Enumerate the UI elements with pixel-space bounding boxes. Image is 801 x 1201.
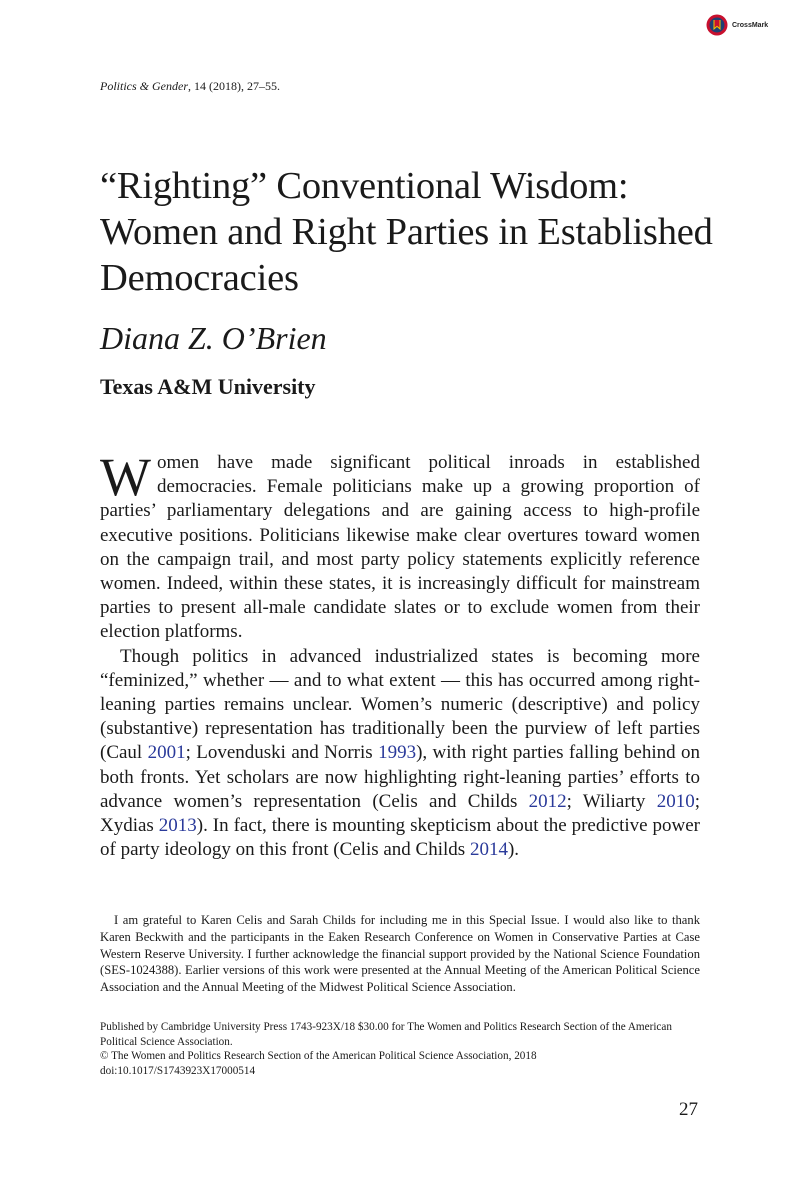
paragraph-1-text: omen have made significant political inroads in established democracies. Female politicians make up a growing proportion of parties’ parliamentary delegations and are gaining access to high-profile executive positions. Politicians likewise make clear overtures toward women on the campaign trail, and most party policy statements explicitly reference women. Indeed, within these states, it is increasingly difficult for mainstream parties to present all-male candidate slates or to exclude women from their election platforms. <box>100 452 700 643</box>
crossmark-badge[interactable] <box>706 14 768 36</box>
author-name: Diana Z. O’Brien <box>100 320 327 356</box>
article-title: “Righting” Conventional Wisdom: Women and Right Parties in Established Democracies <box>100 165 713 299</box>
citation-link[interactable]: 2001 <box>147 742 186 764</box>
article-body <box>100 447 701 862</box>
page-number: 27 <box>679 1099 698 1120</box>
paragraph-2-text: Though politics in advanced industrialized states is becoming more “feminized,” whether — and to what extent — this has occurred among right-leaning parties remains unclear. Women’s numeric (descriptive) and policy (substantive) representation has traditionally been the purview of left parties (Caul <box>100 645 700 764</box>
paragraph-2-text: ). In fact, there is mounting skepticism about the predictive power of party ideology on this front (Celis and Childs <box>100 815 701 861</box>
citation-link[interactable]: 2014 <box>469 839 508 861</box>
journal-citation <box>100 79 280 94</box>
paragraph-2 <box>100 645 700 863</box>
citation-link[interactable]: 1993 <box>378 742 417 764</box>
citation-link[interactable]: 2012 <box>528 790 567 812</box>
author-affiliation: Texas A&M University <box>100 374 316 399</box>
copyright-line: © The Women and Politics Research Section of the American Political Science Association, 2018 <box>100 1050 537 1063</box>
citation-link[interactable]: 2010 <box>656 790 695 812</box>
doi-line[interactable]: doi:10.1017/S1743923X17000514 <box>100 1064 256 1077</box>
acknowledgement-footnote: I am grateful to Karen Celis and Sarah Childs for including me in this Special Issue. I would also like to thank Karen Beckwith and the participants in the Eaken Research Conference on Women in Conservative Parties at Case Western Reserve University. I further acknowledge the financial support provided by the National Science Foundation (SES-1024388). Earlier versions of this work were presented at the Annual Meeting of the American Political Science Association and the Annual Meeting of the Midwest Political Science Association. <box>100 913 700 995</box>
citation-link[interactable]: 2013 <box>158 815 197 837</box>
paragraph-2-text: ), with right parties falling behind on both fronts. Yet scholars are now highlighting right-leaning parties’ efforts to advance women’s representation (Celis and Childs <box>100 742 700 812</box>
paragraph-2-text: ; Wiliarty <box>566 790 657 812</box>
drop-cap: W <box>100 447 151 507</box>
publication-info <box>100 1020 700 1078</box>
journal-name: Politics & Gender <box>100 79 188 93</box>
publisher-line: Published by Cambridge University Press 1743-923X/18 $30.00 for The Women and Politics Research Section of the American Political Science Association. <box>100 1021 672 1048</box>
paragraph-2-text: ; Xydias <box>100 790 701 837</box>
crossmark-label: CrossMark <box>732 21 769 29</box>
paragraph-1 <box>100 447 700 645</box>
journal-volume-pages: , 14 (2018), 27–55. <box>187 79 280 93</box>
paragraph-2-text: ). <box>507 839 520 861</box>
crossmark-icon <box>706 14 728 36</box>
paragraph-2-text: ; Lovenduski and Norris <box>185 742 379 764</box>
